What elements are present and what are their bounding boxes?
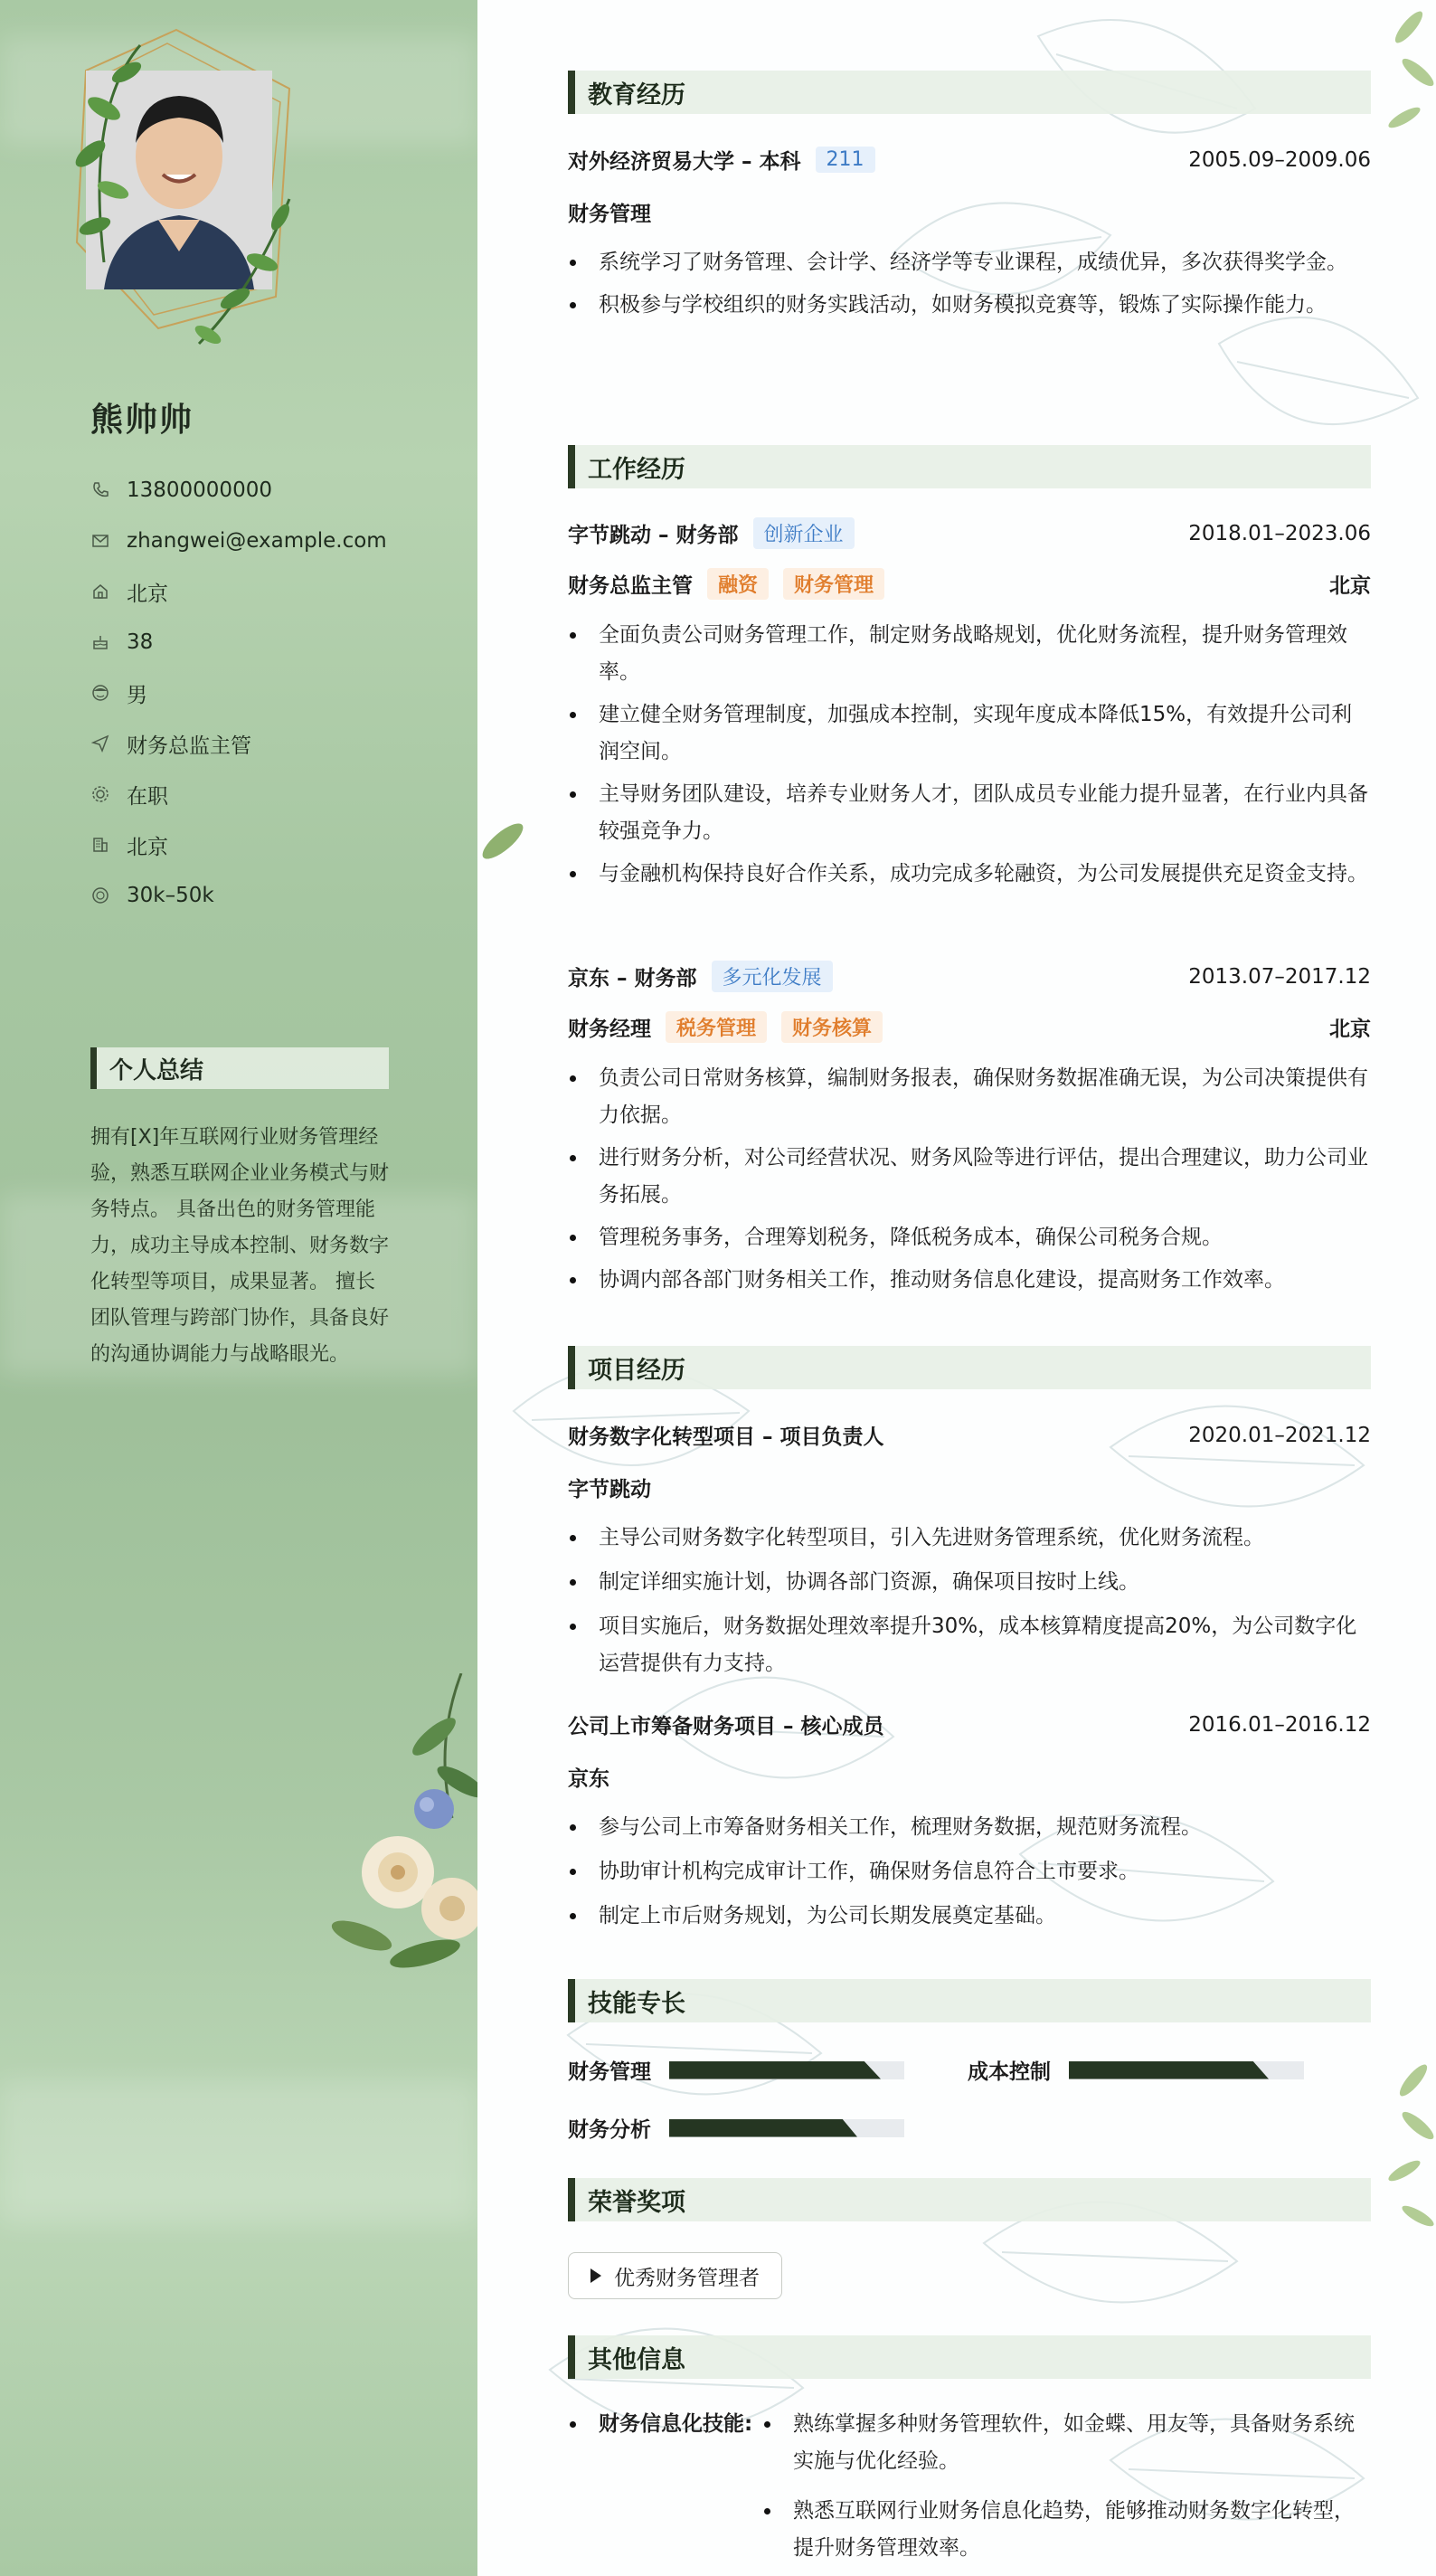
list-item: 主导公司财务数字化转型项目，引入先进财务管理系统，优化财务流程。 xyxy=(568,1520,1371,1557)
school-name: 对外经济贸易大学 – 本科 xyxy=(568,150,801,174)
skill-level-fill xyxy=(1069,2061,1269,2079)
other-info-list xyxy=(762,2406,1371,2576)
list-item: 系统学习了财务管理、会计学、经济学等专业课程，成绩优异，多次获得奖学金。 xyxy=(568,244,1371,281)
job-role: 财务总监主管 xyxy=(568,574,693,598)
skills-section-title: 技能专长 xyxy=(568,1979,1371,2022)
education-major-row xyxy=(568,197,1371,227)
list-item: 建立健全财务管理制度，加强成本控制，实现年度成本降低15%，有效提升公司利润空间。 xyxy=(568,696,1371,771)
list-item: 全面负责公司财务管理工作，制定财务战略规划，优化财务流程，提升财务管理效率。 xyxy=(568,617,1371,691)
other-info-key: 财务信息化技能: xyxy=(568,2406,752,2443)
job-city: 北京 xyxy=(1329,574,1371,598)
award-item xyxy=(568,2252,782,2299)
project-name: 公司上市筹备财务项目 – 核心成员 xyxy=(568,1715,884,1738)
send-icon xyxy=(90,734,110,753)
leaf-vine-icon xyxy=(181,181,307,353)
info-position: 财务总监主管 xyxy=(90,718,387,769)
list-item: 负责公司日常财务核算，编制财务报表，确保财务数据准确无误，为公司决策提供有力依据。 xyxy=(568,1060,1371,1134)
info-salary: 30k–50k xyxy=(90,870,387,921)
school-tag: 211 xyxy=(816,147,875,173)
leaf-vine-icon xyxy=(50,36,158,271)
work-section-title: 工作经历 xyxy=(568,445,1371,488)
skill-level-fill xyxy=(669,2119,857,2137)
skill-name: 财务管理 xyxy=(568,2060,651,2084)
cake-icon xyxy=(90,632,110,652)
education-bullets xyxy=(568,244,1371,329)
project-org: 字节跳动 xyxy=(568,1478,651,1501)
project-bullets xyxy=(568,1520,1371,1690)
play-triangle-icon xyxy=(590,2268,601,2283)
award-name: 优秀财务管理者 xyxy=(614,2266,760,2290)
job-bullets xyxy=(568,617,1371,898)
list-item: 项目实施后，财务数据处理效率提升30%，成本核算精度提高20%，为公司数字化运营提供有力支持。 xyxy=(568,1608,1371,1682)
job-role: 财务经理 xyxy=(568,1018,651,1041)
face-icon xyxy=(90,683,110,703)
company-tag: 创新企业 xyxy=(753,517,855,549)
job-role-row xyxy=(568,568,1371,600)
awards-section-title: 荣誉奖项 xyxy=(568,2178,1371,2221)
watercolor-wash xyxy=(0,2080,477,2225)
skill-level-fill xyxy=(669,2061,881,2079)
main-content xyxy=(477,0,1436,2576)
job-date: 2018.01–2023.06 xyxy=(1188,521,1371,545)
skill-tag: 财务管理 xyxy=(783,568,884,600)
skill-tag: 税务管理 xyxy=(666,1011,767,1043)
info-phone: 13800000000 xyxy=(90,465,387,516)
info-gender: 男 xyxy=(90,668,387,718)
education-header xyxy=(568,145,1371,175)
other-section-title: 其他信息 xyxy=(568,2335,1371,2379)
summary-text: 拥有[X]年互联网行业财务管理经验，熟悉互联网企业业务模式与财务特点。 具备出色的财务管理能力，成功主导成本控制、财务数字化转型等项目，成果显著。 擅长团队管理与跨部门协作，具备良好的沟通协调能力与战略眼光。 xyxy=(90,1126,390,1366)
building-icon xyxy=(90,835,110,855)
list-item: 与金融机构保持良好合作关系，成功完成多轮融资，为公司发展提供充足资金支持。 xyxy=(568,856,1371,893)
skill-tag: 融资 xyxy=(707,568,769,600)
list-item: 参与公司上市筹备财务相关工作，梳理财务数据，规范财务流程。 xyxy=(568,1809,1371,1846)
list-item: 熟悉互联网行业财务信息化趋势，能够推动财务数字化转型，提升财务管理效率。 xyxy=(762,2493,1371,2567)
project-header xyxy=(568,1420,1371,1450)
skill-name: 成本控制 xyxy=(968,2060,1051,2084)
company-name: 京东 – 财务部 xyxy=(568,967,697,990)
project-date: 2020.01–2021.12 xyxy=(1188,1423,1371,1447)
skill-level-bar xyxy=(1069,2061,1304,2079)
project-org-row xyxy=(568,1473,1371,1502)
project-date: 2016.01–2016.12 xyxy=(1188,1712,1371,1737)
skill-tag: 财务核算 xyxy=(781,1011,883,1043)
skill-item xyxy=(568,2113,904,2143)
list-item: 积极参与学校组织的财务实践活动，如财务模拟竞赛等，锻炼了实际操作能力。 xyxy=(568,287,1371,324)
project-org: 京东 xyxy=(568,1767,609,1791)
job-city: 北京 xyxy=(1329,1018,1371,1041)
project-header xyxy=(568,1709,1371,1739)
list-item: 制定上市后财务规划，为公司长期发展奠定基础。 xyxy=(568,1898,1371,1935)
flower-bouquet-icon xyxy=(326,1673,477,1972)
project-bullets xyxy=(568,1809,1371,1942)
job-bullets xyxy=(568,1060,1371,1304)
project-org-row xyxy=(568,1762,1371,1792)
skill-name: 财务分析 xyxy=(568,2118,651,2142)
list-item: 协助审计机构完成审计工作，确保财务信息符合上市要求。 xyxy=(568,1853,1371,1890)
phone-icon xyxy=(90,480,110,500)
job-header xyxy=(568,517,1371,549)
list-item: 熟练掌握多种财务管理软件，如金蝶、用友等，具备财务系统实施与优化经验。 xyxy=(762,2406,1371,2480)
company-tag: 多元化发展 xyxy=(712,961,833,992)
info-email: zhangwei@example.com xyxy=(90,516,387,566)
money-icon xyxy=(90,886,110,905)
skill-item xyxy=(968,2055,1304,2085)
info-location: 北京 xyxy=(90,566,387,617)
candidate-name: 熊帅帅 xyxy=(90,402,194,439)
summary-section-title: 个人总结 xyxy=(90,1047,389,1089)
list-item: 主导财务团队建设，培养专业财务人才，团队成员专业能力提升显著，在行业内具备较强竞争力。 xyxy=(568,776,1371,850)
job-date: 2013.07–2017.12 xyxy=(1188,964,1371,989)
skill-level-bar xyxy=(669,2119,904,2137)
list-item: 协调内部各部门财务相关工作，推动财务信息化建设，提高财务工作效率。 xyxy=(568,1262,1371,1299)
contact-info-list xyxy=(90,465,387,921)
status-icon xyxy=(90,784,110,804)
info-status: 在职 xyxy=(90,769,387,819)
education-date: 2005.09–2009.06 xyxy=(1188,147,1371,172)
job-header xyxy=(568,961,1371,992)
job-role-row xyxy=(568,1011,1371,1043)
sidebar xyxy=(0,0,477,2576)
mail-icon xyxy=(90,531,110,551)
info-city: 北京 xyxy=(90,819,387,870)
company-name: 字节跳动 – 财务部 xyxy=(568,524,739,547)
skill-item xyxy=(568,2055,904,2085)
projects-section-title: 项目经历 xyxy=(568,1346,1371,1389)
info-age: 38 xyxy=(90,617,387,668)
list-item: 制定详细实施计划，协调各部门资源，确保项目按时上线。 xyxy=(568,1564,1371,1601)
home-icon xyxy=(90,582,110,601)
education-section-title: 教育经历 xyxy=(568,71,1371,114)
skill-level-bar xyxy=(669,2061,904,2079)
project-name: 财务数字化转型项目 – 项目负责人 xyxy=(568,1425,884,1449)
list-item: 管理税务事务，合理筹划税务，降低税务成本，确保公司税务合规。 xyxy=(568,1219,1371,1256)
education-major: 财务管理 xyxy=(568,203,651,226)
list-item: 进行财务分析，对公司经营状况、财务风险等进行评估，提出合理建议，助力公司业务拓展。 xyxy=(568,1140,1371,1214)
